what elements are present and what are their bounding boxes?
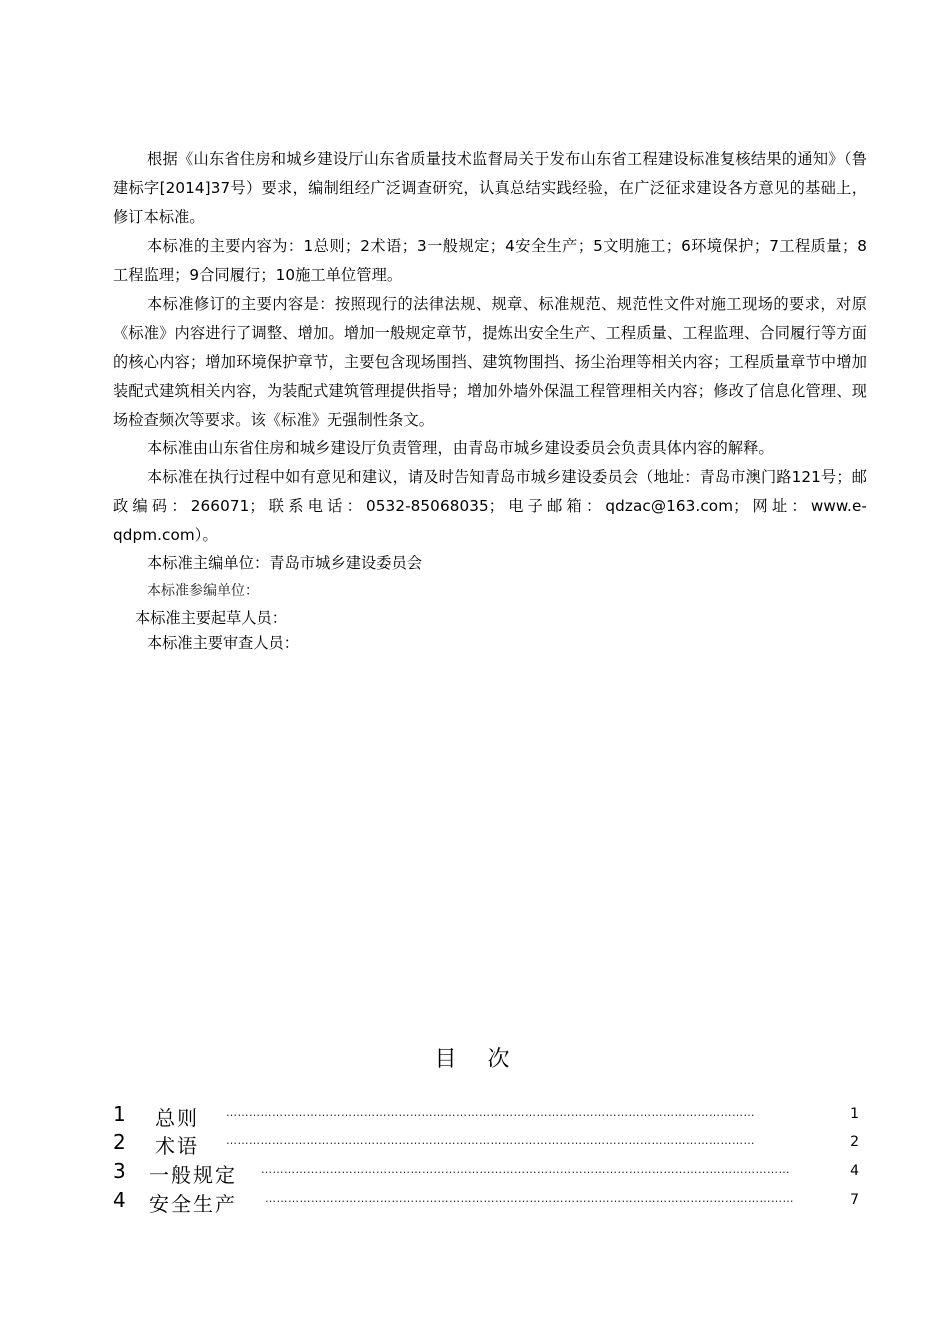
main-reviewers-line: 本标准主要审查人员： xyxy=(147,634,299,652)
toc-entry[interactable] xyxy=(113,1159,859,1187)
toc-entry-label: 总则 xyxy=(155,1106,199,1130)
toc-entry-leader: ………………………………………………………………………………………………………………………… xyxy=(226,1134,755,1147)
toc-entry-leader: ………………………………………………………………………………………………………………………… xyxy=(261,1163,790,1176)
toc-entry-leader: ………………………………………………………………………………………………………………………… xyxy=(226,1106,755,1119)
toc-entry-label: 术语 xyxy=(155,1134,199,1158)
toc-entry-page: 2 xyxy=(850,1134,859,1150)
foreword-paragraph-basis: 根据《山东省住房和城乡建设厅山东省质量技术监督局关于发布山东省工程建设标准复核结果的通知》（鲁建标字[2014]37号）要求，编制组经广泛调查研究，认真总结实践经验，在广泛征求建设各方意见的基础上，修订本标准。 xyxy=(113,150,867,226)
toc-entry-label: 一般规定 xyxy=(149,1163,237,1187)
foreword-paragraph-main-content: 本标准的主要内容为：1总则；2术语；3一般规定；4安全生产；5文明施工；6环境保护；7工程质量；8工程监理；9合同履行；10施工单位管理。 xyxy=(113,237,867,284)
toc-entry-number: 1 xyxy=(113,1102,126,1126)
foreword-paragraph-feedback: 本标准在执行过程中如有意见和建议，请及时告知青岛市城乡建设委员会（地址：青岛市澳门路121号；邮政编码：266071；联系电话：0532-85068035；电子邮箱：qdzac@163.com；网址：www.e-qdpm.com）。 xyxy=(113,468,867,544)
toc-entry-number: 2 xyxy=(113,1130,126,1154)
foreword-paragraph-chief-unit: 本标准主编单位：青岛市城乡建设委员会 xyxy=(147,554,423,572)
foreword-paragraph-management: 本标准由山东省住房和城乡建设厅负责管理，由青岛市城乡建设委员会负责具体内容的解释。 xyxy=(147,439,774,457)
toc-title: 目 次 xyxy=(434,1047,516,1072)
toc-entry-number: 3 xyxy=(113,1159,126,1183)
main-drafters-line: 本标准主要起草人员： xyxy=(135,609,287,627)
toc-entry[interactable] xyxy=(113,1188,859,1216)
toc-entry[interactable] xyxy=(113,1102,859,1130)
toc-entry-label: 安全生产 xyxy=(149,1192,237,1216)
toc-entry[interactable] xyxy=(113,1130,859,1158)
participating-units-line: 本标准参编单位： xyxy=(147,583,259,599)
toc-entry-page: 4 xyxy=(850,1163,859,1179)
foreword-paragraph-revision: 本标准修订的主要内容是：按照现行的法律法规、规章、标准规范、规范性文件对施工现场的要求，对原《标准》内容进行了调整、增加。增加一般规定章节，提炼出安全生产、工程质量、工程监理、合同履行等方面的核心内容；增加环境保护章节，主要包含现场围挡、建筑物围挡、扬尘治理等相关内容；工程质量章节中增加装配式建筑相关内容，为装配式建筑管理提供指导；增加外墙外保温工程管理相关内容；修改了信息化管理、现场检查频次等要求。该《标准》无强制性条文。 xyxy=(113,295,867,429)
toc-entry-page: 1 xyxy=(850,1106,859,1122)
toc-entry-page: 7 xyxy=(850,1192,859,1208)
toc-entry-leader: ………………………………………………………………………………………………………………………… xyxy=(265,1192,794,1205)
toc-entry-number: 4 xyxy=(113,1188,126,1212)
